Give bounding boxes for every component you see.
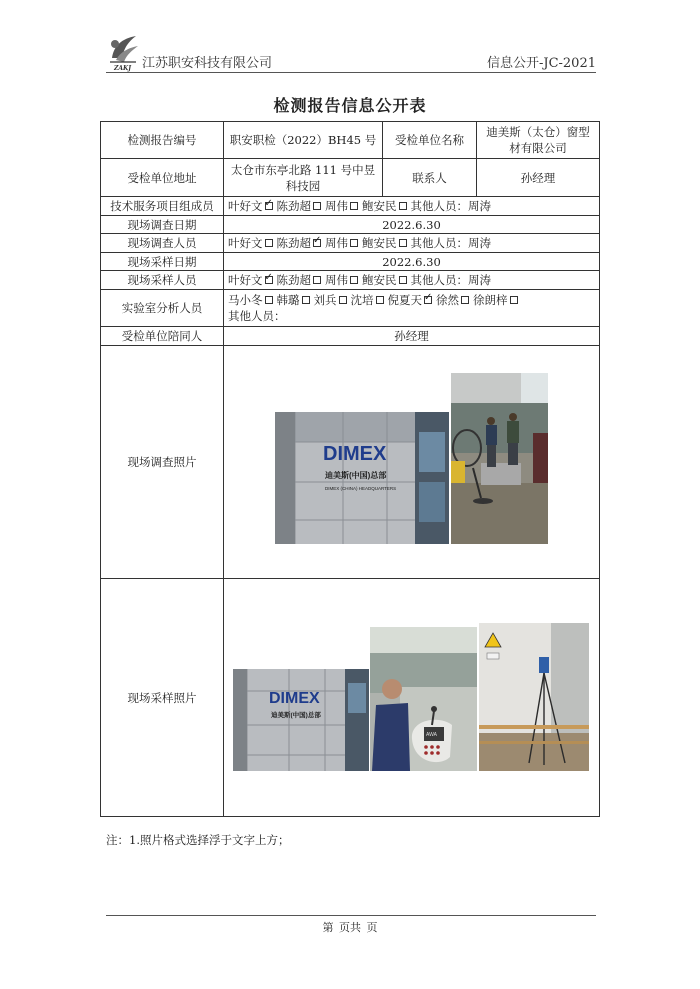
table-row <box>101 234 600 253</box>
meter-brand-text: AWA <box>426 732 438 738</box>
survey-photos <box>224 346 600 579</box>
checkbox-icon <box>376 296 384 304</box>
staff-name: 刘兵 <box>313 293 337 307</box>
table-row <box>101 197 600 216</box>
survey-sign-photo <box>275 412 449 544</box>
document-code: 信息公开-JC-2021 <box>486 56 596 71</box>
table-row <box>101 271 600 290</box>
sampling-staff-label: 现场采样人员 <box>101 271 224 290</box>
footer-page-end: 页 <box>366 921 378 934</box>
footer-divider <box>106 915 596 916</box>
staff-name: 叶好文 <box>228 199 263 213</box>
staff-name: 周伟 <box>325 273 348 287</box>
checkbox-icon <box>350 202 358 210</box>
logo-text: ZAKJ <box>114 65 132 72</box>
checkbox-icon <box>265 239 273 247</box>
contact-label: 联系人 <box>383 159 477 197</box>
sampling-date-label: 现场采样日期 <box>101 253 224 271</box>
survey-date-value: 2022.6.30 <box>224 216 600 234</box>
table-row <box>101 253 600 271</box>
escort-label: 受检单位陪同人 <box>101 327 224 346</box>
sampling-photo-label: 现场采样照片 <box>101 579 224 817</box>
company-logo-icon <box>106 32 142 72</box>
table-row <box>101 579 600 817</box>
staff-name: 陈劲超 <box>276 199 311 213</box>
contact-value: 孙经理 <box>477 159 600 197</box>
header-divider <box>106 72 596 73</box>
table-row <box>101 327 600 346</box>
checkbox-icon <box>399 202 407 210</box>
sampling-sign-photo <box>233 669 369 771</box>
unit-name-label: 受检单位名称 <box>383 122 477 159</box>
address-label: 受检单位地址 <box>101 159 224 197</box>
sampling-meter-photo <box>370 627 477 771</box>
report-no-value: 职安职检（2022）BH45 号 <box>224 122 383 159</box>
staff-name: 徐朗梓 <box>473 293 508 307</box>
survey-staff-other: 其他人员：周涛 <box>410 236 491 250</box>
staff-name: 徐然 <box>436 293 459 307</box>
footer-page-mid: 页共 <box>339 921 361 934</box>
sign-brand-text-2: DIMEX <box>269 690 320 707</box>
sampling-staff-other: 其他人员：周涛 <box>410 273 491 287</box>
staff-name: 周伟 <box>325 236 348 250</box>
survey-workshop-photo <box>451 373 548 544</box>
checked-box-icon <box>265 276 273 284</box>
staff-name: 陈劲超 <box>276 236 311 250</box>
tech-team-other: 其他人员：周涛 <box>410 199 491 213</box>
checkbox-icon <box>461 296 469 304</box>
page-footer <box>0 919 700 935</box>
staff-name: 叶好文 <box>228 236 263 250</box>
report-no-label: 检测报告编号 <box>101 122 224 159</box>
checkbox-icon <box>510 296 518 304</box>
table-row <box>101 346 600 579</box>
escort-value: 孙经理 <box>224 327 600 346</box>
checkbox-icon <box>399 239 407 247</box>
staff-name: 鲍安民 <box>362 199 397 213</box>
table-row <box>101 216 600 234</box>
staff-name: 陈劲超 <box>276 273 311 287</box>
report-info-table <box>100 121 600 817</box>
sign-en-text: DIMEX (CHINA) HEADQUARTERS <box>325 486 397 491</box>
page-header <box>106 30 596 72</box>
checkbox-icon <box>265 296 273 304</box>
tech-team-label: 技术服务项目组成员 <box>101 197 224 216</box>
sign-cn-text-2: 迪美斯(中国)总部 <box>271 712 321 719</box>
sampling-photos <box>224 579 600 817</box>
staff-name: 鲍安民 <box>362 273 397 287</box>
checkbox-icon <box>350 276 358 284</box>
lab-staff-other: 其他人员： <box>228 309 286 323</box>
table-row <box>101 122 600 159</box>
sampling-staff-value <box>224 271 600 290</box>
sign-brand-text: DIMEX <box>323 443 387 465</box>
checkbox-icon <box>302 296 310 304</box>
table-row <box>101 290 600 327</box>
checkbox-icon <box>339 296 347 304</box>
checked-box-icon <box>313 239 321 247</box>
checked-box-icon <box>265 202 273 210</box>
staff-name: 韩璐 <box>276 293 300 307</box>
staff-name: 鲍安民 <box>362 236 397 250</box>
page-title: 检测报告信息公开表 <box>273 96 427 115</box>
checkbox-icon <box>313 202 321 210</box>
lab-staff-value <box>224 290 600 327</box>
survey-staff-value <box>224 234 600 253</box>
lab-staff-label: 实验室分析人员 <box>101 290 224 327</box>
survey-staff-label: 现场调查人员 <box>101 234 224 253</box>
sampling-equipment-photo <box>479 623 589 771</box>
survey-date-label: 现场调查日期 <box>101 216 224 234</box>
footnote: 注：1.照片格式选择浮于文字上方； <box>106 833 290 847</box>
checkbox-icon <box>313 276 321 284</box>
address-value: 太仓市东亭北路 111 号中昱科技园 <box>224 159 383 197</box>
unit-name-value: 迪美斯（太仓）窗型材有限公司 <box>477 122 600 159</box>
tech-team-value <box>224 197 600 216</box>
table-row <box>101 159 600 197</box>
staff-name: 沈培 <box>350 293 374 307</box>
survey-photo-label: 现场调查照片 <box>101 346 224 579</box>
staff-name: 周伟 <box>325 199 348 213</box>
company-name: 江苏职安科技有限公司 <box>142 56 273 71</box>
checkbox-icon <box>350 239 358 247</box>
sign-cn-text: 迪美斯(中国)总部 <box>325 471 387 480</box>
checked-box-icon <box>424 296 432 304</box>
sampling-date-value: 2022.6.30 <box>224 253 600 271</box>
staff-name: 叶好文 <box>228 273 263 287</box>
checkbox-icon <box>399 276 407 284</box>
staff-name: 倪夏天 <box>387 293 422 307</box>
staff-name: 马小冬 <box>228 293 263 307</box>
footer-page: 第 <box>322 921 334 934</box>
